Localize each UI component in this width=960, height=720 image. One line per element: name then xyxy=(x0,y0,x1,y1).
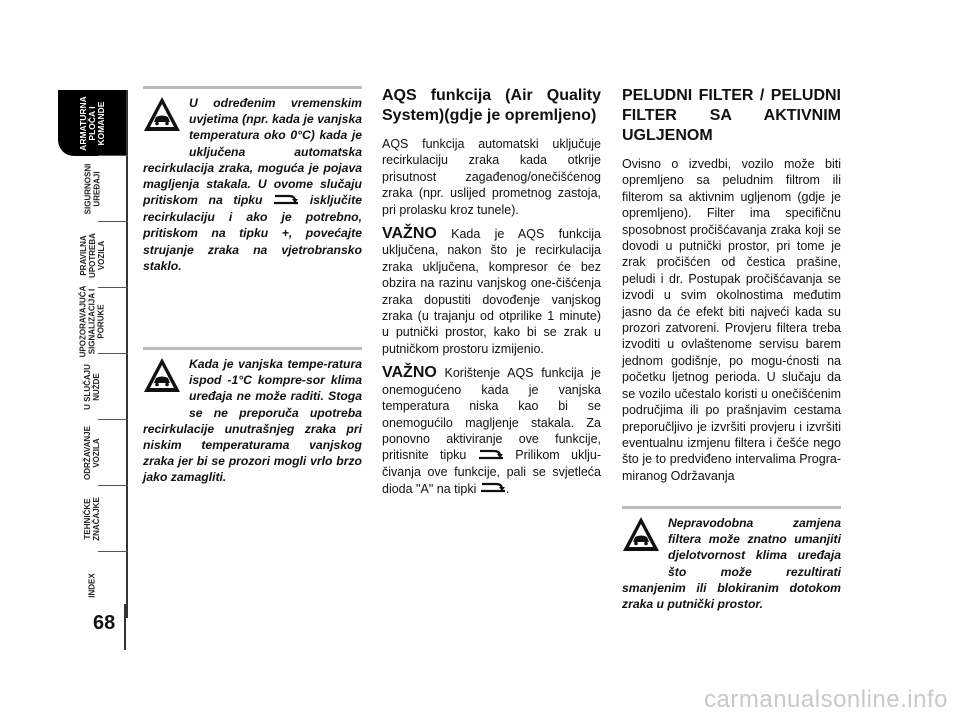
important-text-b: Prilikom uklju-čivanja ove funkcije, pali se svjetleća dioda "A" na tipki xyxy=(382,448,601,496)
pollen-filter-section xyxy=(622,86,841,492)
important-text-c: . xyxy=(505,481,510,496)
tab-label: U SLUČAJU NUŽDE xyxy=(83,364,101,410)
tab-divider xyxy=(98,485,128,486)
tab-label: PRAVILNA UPOTREBA VOZILA xyxy=(78,232,106,278)
tab-sigurnosni-uredaji[interactable] xyxy=(58,156,128,222)
tab-divider xyxy=(98,419,128,420)
tab-pravilna-upotreba[interactable] xyxy=(58,222,128,288)
page-number: 68 xyxy=(93,612,116,634)
car-warning-icon xyxy=(143,95,181,147)
warning-box-recirculation xyxy=(143,95,362,274)
aqs-paragraph: AQS funkcija automatski uključuje recirkulaciju zraka kada otkrije prisutnost zagađenog/onečišćenog zraka (npr. uslijed prometnog zastoja, pri prolasku kroz tunele). xyxy=(382,137,601,217)
important-label: VAŽNO xyxy=(382,364,437,382)
tab-divider xyxy=(98,221,128,222)
warning-box-low-temperature xyxy=(143,356,362,486)
tab-tehnicke-znacajke[interactable] xyxy=(58,486,128,552)
tab-label: ARMATURNA PLOČA I KOMANDE xyxy=(77,95,106,151)
watermark: carmanualsonline.info xyxy=(704,686,948,713)
filter-title: PELUDNI FILTER / PELUDNI FILTER SA AKTIVNIM UGLJENOM xyxy=(622,87,841,144)
car-warning-icon xyxy=(622,515,660,567)
important-text-a: Korištenje AQS funkcija je onemogućeno kada je vanjska temperatura niska kao bi se onemogućilo magljenje stakala. Za ponovno aktiviranje ove funkcije, pritisnite tipku xyxy=(382,366,601,463)
warning3-text: Nepravodobna zamjena filtera može znatno umanjiti djelotvornost klima uređaja što može rezultirati smanjenim ili blokiranim dotokom zraka u putnički prostor. xyxy=(622,516,841,612)
tab-u-slucaju-nuzde[interactable] xyxy=(58,354,128,420)
tab-label: SIGURNOSNI UREĐAJI xyxy=(82,163,101,215)
warning1-text-b: isključite recirkulaciju i ako je potrebno, pritiskom na tipku +, povećajte strujanje zraka na vjetrobransko staklo. xyxy=(143,193,362,273)
tab-divider xyxy=(98,287,128,288)
car-warning-icon xyxy=(143,356,181,408)
page-edge-line xyxy=(124,604,126,650)
tab-label: TEHNIČKE ZNAČAJKE xyxy=(83,497,101,541)
tab-upozoravajuca-signalizacija[interactable] xyxy=(58,285,128,357)
tab-odrzavanje-vozila[interactable] xyxy=(58,420,128,486)
warning-box-filter-replacement xyxy=(622,515,841,612)
tab-index[interactable] xyxy=(58,552,128,618)
tab-label: INDEX xyxy=(87,572,97,598)
recirculation-button-icon xyxy=(273,193,299,209)
warning-rule xyxy=(143,347,362,350)
tab-divider xyxy=(98,551,128,552)
important-text: Kada je AQS funkcija uključena, nakon što je recirkulacija zraka uključena, kompresor će bez obzira na razinu vanjskog one-čišćenja zraka dopustiti dovođenje vanjskog zraka (u trajanju od otprilike 1 minute) u putnički prostor, kako bi se zrak u putničkom prostoru izmijenio. xyxy=(382,227,601,356)
warning-rule xyxy=(143,86,362,89)
important-label: VAŽNO xyxy=(382,225,437,243)
warning2-text: Kada je vanjska tempe-ratura ispod -1°C kompre-sor klima uređaja ne može raditi. Stoga se ne preporuča upotreba recirkulacije unutrašnjeg zraka pri niskim temperaturama vanjskog zraka jer bi se prozori mogli vrlo brzo jako zamagliti. xyxy=(143,357,362,485)
recirculation-button-icon xyxy=(480,481,506,497)
tab-divider xyxy=(98,155,128,156)
tab-divider xyxy=(98,353,128,354)
recirculation-button-icon xyxy=(478,448,504,464)
tab-armaturna-ploca[interactable] xyxy=(58,90,128,156)
aqs-title: AQS funkcija (Air Quality System)(gdje je opremljeno) xyxy=(382,87,601,124)
filter-paragraph: Ovisno o izvedbi, vozilo može biti opremljeno sa peludnim filtrom ili filterom sa aktivnim ugljenom (gdje je opremljeno). Filter ima specifičnu sposobnost pročišćavanja zraka koji se dovodi u putnički prostor, pri tome je zrak pročišćen od čestica prašine, peludi i dr. Postupak pročišćavanja se izvodi u svim okolnostima međutim jasno da će efekt biti najveći kada su prozori zatvoreni. Provjeru filtera treba izvoditi u ovlaštenome servisu barem jednom godišnje, po mogu-ćnosti na početku ljetnog perioda. U slučaju da se vozilo učestalo koristi u onečišćenim područjima ili po prašnjavim cestama preporučljivo je izvršiti provjeru i izvršiti eventualnu izmjenu filtera i češće nego što je to predviđeno intervalima Progra-miranog Održavanja xyxy=(622,157,841,483)
warning-rule xyxy=(622,506,841,509)
tab-label: UPOZORAVAJUĆA SIGNALIZACIJA I PORUKE xyxy=(78,285,106,357)
warning1-text-a: U određenim vremenskim uvjetima (npr. kada je vanjska temperatura oko 0°C) kada je uključena automatska recirkulacija zraka, moguća je pojava magljenja stakala. U ovome slučaju pritiskom na tipku xyxy=(143,96,362,208)
aqs-section xyxy=(382,86,601,506)
tab-label: ODRŽAVANJE VOZILA xyxy=(83,426,101,480)
